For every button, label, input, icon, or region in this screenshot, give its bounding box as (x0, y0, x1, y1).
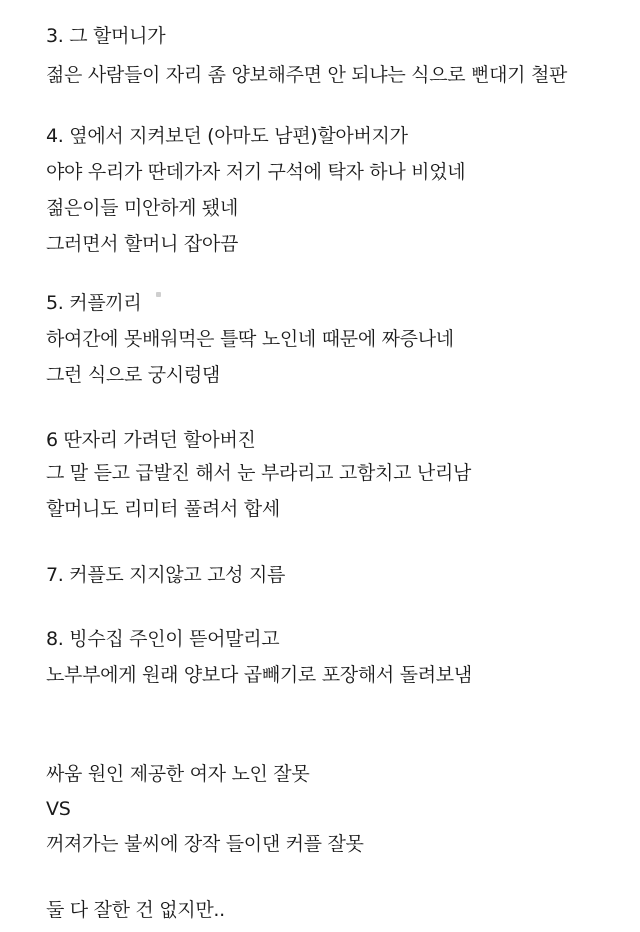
text-line: 7. 커플도 지지않고 고성 지름 (46, 564, 286, 586)
text-line: 할머니도 리미터 풀려서 합세 (46, 498, 280, 520)
text-line: 그러면서 할머니 잡아끔 (46, 233, 239, 255)
text-line: 6 딴자리 가려던 할아버진 (46, 429, 256, 451)
text-line: 8. 빙수집 주인이 뜯어말리고 (46, 628, 280, 650)
text-line: 하여간에 못배워먹은 틀딱 노인네 때문에 짜증나네 (46, 328, 454, 350)
text-line: 4. 옆에서 지켜보던 (아마도 남편)할아버지가 (46, 125, 408, 147)
text-line: 5. 커플끼리 (46, 292, 142, 314)
text-line: 3. 그 할머니가 (46, 25, 166, 47)
text-line: 젊은 사람들이 자리 좀 양보해주면 안 되냐는 식으로 뻔대기 철판 (46, 64, 568, 86)
text-line: 싸움 원인 제공한 여자 노인 잘못 (46, 763, 310, 785)
text-line: 젊은이들 미안하게 됐네 (46, 197, 239, 219)
faint-mark (156, 292, 161, 297)
text-line: 둘 다 잘한 건 없지만.. (46, 899, 225, 921)
text-line: 그런 식으로 궁시렁댐 (46, 364, 220, 386)
text-line: 꺼져가는 불씨에 장작 들이댄 커플 잘못 (46, 833, 364, 855)
text-line: 야야 우리가 딴데가자 저기 구석에 탁자 하나 비었네 (46, 161, 466, 183)
text-line: VS (46, 798, 71, 820)
text-line: 노부부에게 원래 양보다 곱빼기로 포장해서 돌려보냄 (46, 664, 472, 686)
text-line: 그 말 듣고 급발진 해서 눈 부라리고 고함치고 난리남 (46, 462, 472, 484)
